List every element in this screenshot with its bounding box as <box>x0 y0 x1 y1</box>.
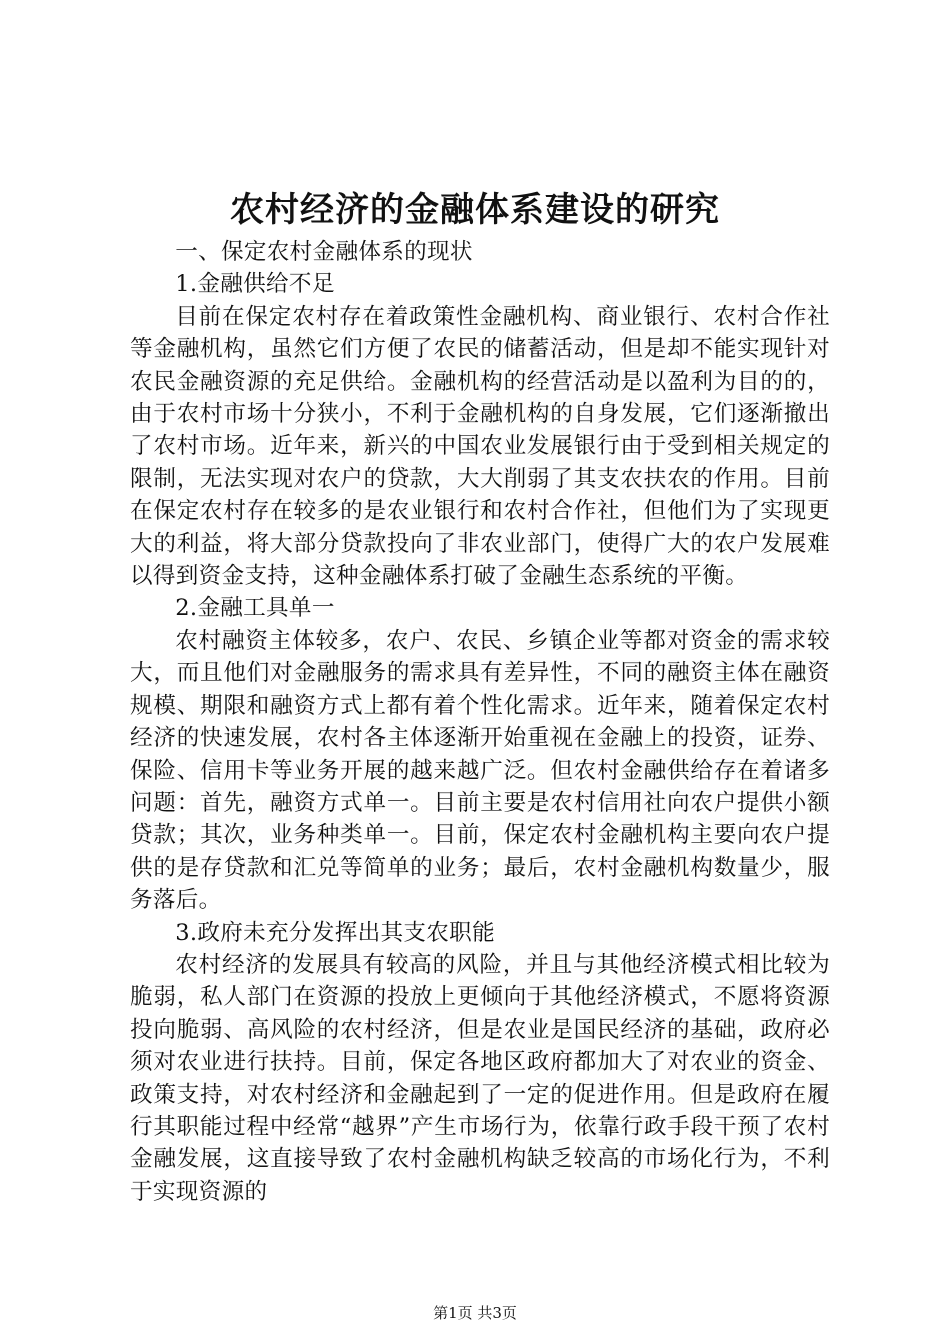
page-footer: 第1页 共3页 <box>433 1304 517 1322</box>
body-paragraph: 农村经济的发展具有较高的风险，并且与其他经济模式相比较为脆弱，私人部门在资源的投放上更倾向于其他经济模式，不愿将资源投向脆弱、高风险的农村经济，但是农业是国民经济的基础，政府必须对农业进行扶持。目前，保定各地区政府都加大了对农业的资金、政策支持，对农村经济和金融起到了一定的促进作用。但是政府在履行其职能过程中经常“越界”产生市场行为，依靠行政手段干预了农村金融发展，这直接导致了农村金融机构缺乏较高的市场化行为，不利于实现资源的 <box>130 951 830 1205</box>
document-body <box>130 236 830 1208</box>
body-paragraph: 农村融资主体较多，农户、农民、乡镇企业等都对资金的需求较大，而且他们对金融服务的需求具有差异性，不同的融资主体在融资规模、期限和融资方式上都有着个性化需求。近年来，随着保定农村经济的快速发展，农村各主体逐渐开始重视在金融上的投资，证券、保险、信用卡等业务开展的越来越广泛。但农村金融供给存在着诸多问题：首先，融资方式单一。目前主要是农村信用社向农户提供小额贷款；其次，业务种类单一。目前，保定农村金融机构主要向农户提供的是存贷款和汇兑等简单的业务；最后，农村金融机构数量少，服务落后。 <box>130 627 830 914</box>
page-title: 农村经济的金融体系建设的研究 <box>230 190 720 230</box>
body-paragraph: 目前在保定农村存在着政策性金融机构、商业银行、农村合作社等金融机构，虽然它们方便了农民的储蓄活动，但是却不能实现针对农民金融资源的充足供给。金融机构的经营活动是以盈利为目的的，由于农村市场十分狭小，不利于金融机构的自身发展，它们逐渐撤出了农村市场。近年来，新兴的中国农业发展银行由于受到相关规定的限制，无法实现对农户的贷款，大大削弱了其支农扶农的作用。目前在保定农村存在较多的是农业银行和农村合作社，但他们为了实现更大的利益，将大部分贷款投向了非农业部门，使得广大的农户发展难以得到资金支持，这种金融体系打破了金融生态系统的平衡。 <box>130 303 830 590</box>
subsection-heading: 2.金融工具单一 <box>175 595 335 622</box>
section-heading: 一、保定农村金融体系的现状 <box>175 239 473 265</box>
subsection-heading: 3.政府未充分发挥出其支农职能 <box>175 919 495 946</box>
subsection-heading: 1.金融供给不足 <box>175 271 335 298</box>
